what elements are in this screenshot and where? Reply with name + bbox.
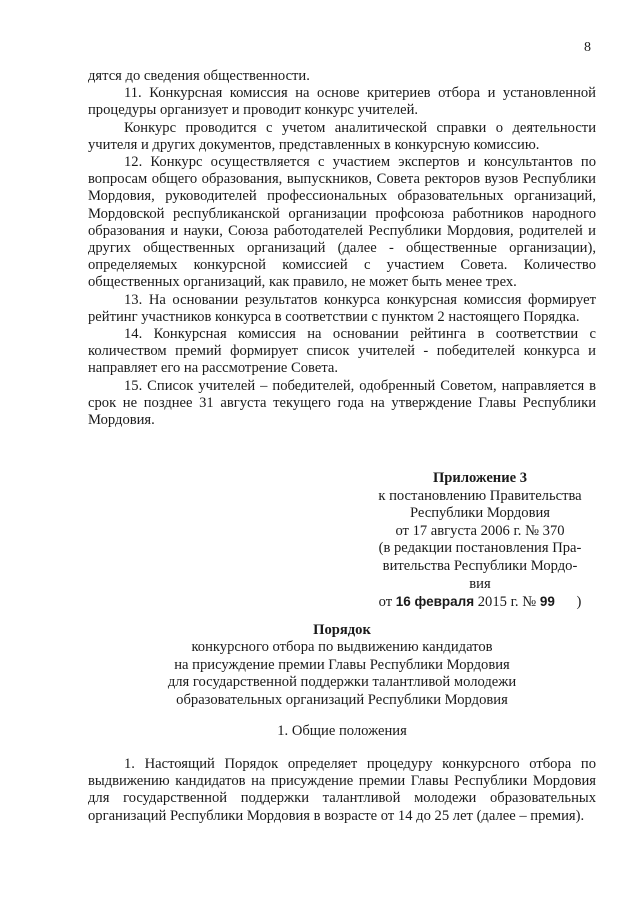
order-subtitle-line-4: образовательных организаций Республики Мордовия	[176, 691, 508, 708]
approval-prefix: от	[378, 594, 393, 611]
approval-day: 16	[395, 594, 411, 610]
paragraph-continuation: дятся до сведения общественности.	[88, 68, 310, 84]
paragraph-analytical-note: Конкурс проводится с учетом аналитической справки о деятельности учителя и других документов, представленных в конкурсную комиссию.	[88, 119, 596, 153]
document-body	[88, 68, 596, 429]
approval-number: 99	[539, 594, 555, 610]
order-subtitle-line-2: на присуждение премии Главы Республики Мордовия	[174, 656, 510, 673]
section-paragraph-1: 1. Настоящий Порядок определяет процедуру конкурсного отбора по выдвижению кандидатов на присуждение премии Главы Республики Мордовия для государственной поддержки талантливой молодежи образовательных организаций Республики Мордовия в возрасте от 14 до 25 лет (далее – премия).	[88, 756, 596, 824]
paragraph-13: 13. На основании результатов конкурса конкурсная комиссия формирует рейтинг участников конкурса в соответствии с пунктом 2 настоящего Порядка.	[88, 291, 596, 325]
appendix-block	[370, 470, 590, 612]
appendix-line-2: Республики Мордовия	[409, 505, 550, 522]
appendix-line-6: вия	[469, 575, 491, 592]
approval-suffix: )	[576, 594, 582, 611]
order-heading-block	[88, 622, 596, 709]
approval-year: 2015 г. №	[477, 594, 537, 611]
paragraph-15: 15. Список учителей – победителей, одобренный Советом, направляется в срок не позднее 31 августа текущего года на утверждение Главы Республики Мордовия.	[88, 377, 596, 429]
page-number: 8	[584, 40, 591, 55]
order-subtitle-line-1: конкурсного отбора по выдвижению кандидатов	[191, 639, 493, 656]
appendix-line-4: (в редакции постановления Пра-	[378, 540, 582, 557]
appendix-line-5: вительства Республики Мордо-	[382, 557, 578, 574]
order-subtitle-line-3: для государственной поддержки талантливой молодежи	[167, 674, 517, 691]
approval-date-line	[370, 593, 590, 612]
section-body	[88, 756, 596, 825]
paragraph-12: 12. Конкурс осуществляется с участием экспертов и консультантов по вопросам общего образования, выпускников, Совета ректоров вузов Республики Мордовия, руководителей профессиональных образовательных организаций, Мордовской республиканской организации профсоюза работников народного образования и науки, Союза работодателей Республики Мордовия, родителей и других общественных организаций (далее - общественные организации), определяемых конкурсной комиссией с участием Совета. Количество общественных организаций, как правило, не может быть менее трех.	[88, 154, 596, 291]
appendix-line-3: от 17 августа 2006 г. № 370	[395, 522, 565, 539]
appendix-line-1: к постановлению Правительства	[378, 487, 582, 504]
paragraph-11: 11. Конкурсная комиссия на основе критериев отбора и установленной процедуры организует и проводит конкурс учителей.	[88, 85, 596, 119]
paragraph-14: 14. Конкурсная комиссия на основании рейтинга в соответствии с количеством премий формирует список учителей - победителей конкурса и направляет его на рассмотрение Совета.	[88, 326, 596, 377]
approval-month: февраля	[414, 594, 475, 610]
section-heading: 1. Общие положения	[277, 723, 407, 739]
order-title: Порядок	[313, 622, 371, 638]
appendix-title: Приложение 3	[432, 470, 528, 486]
